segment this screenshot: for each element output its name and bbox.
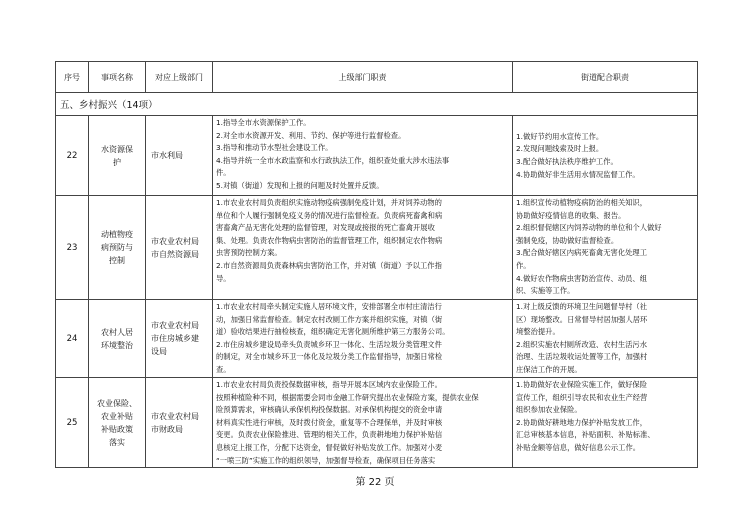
- row-item-name: 水资源保 护: [89, 116, 146, 196]
- header-street-duty: 街道配合职责: [513, 62, 698, 93]
- row-item-name: 农村人居 环境整治: [89, 300, 146, 378]
- table-row: [56, 300, 698, 378]
- table-row: [56, 196, 698, 300]
- row-num: 22: [56, 116, 89, 196]
- row-upper-duty: 1.指导全市水资源保护工作。 2.对全市水资源开发、利用、节约、保护等进行监督检查。 3.指导和推动节水型社会建设工作。 4.指导并统一全市水政监察和水行政执法工作，组织查处重大涉水违法事 件。 5.对镇（街道）发现和上报的问题及时处置并反馈。: [213, 116, 513, 196]
- section-row: [56, 93, 698, 116]
- row-upper-duty: 1.市农业农村局负责组织实施动物疫病强制免疫计划，并对饲养动物的 单位和个人履行强制免疫义务的情况进行监督检查。负责病死畜禽和病 害畜禽产品无害化处理的监督管理，对发现或接报的死亡畜禽开展收 集、处理。负责农作物病虫害防治的监督管理工作，组织制定农作物病 虫害预防控制方案。 2.市自然资源局负责森林病虫害防治工作，并对镇（街道）予以工作指 导。: [213, 196, 513, 300]
- table-row: [56, 378, 698, 468]
- row-item-name: 农业保险、 农业补贴 补贴政策 落实: [89, 378, 146, 468]
- row-dept: 市农业农村局 市自然资源局: [146, 196, 213, 300]
- row-num: 25: [56, 378, 89, 468]
- row-dept: 市水利局: [146, 116, 213, 196]
- header-upper-dept: 对应上级部门: [146, 62, 213, 93]
- row-num: 24: [56, 300, 89, 378]
- header-num: 序号: [56, 62, 89, 93]
- header-item-name: 事项名称: [89, 62, 146, 93]
- row-street-duty: 1.做好节约用水宣传工作。 2.发现问题线索及时上报。 3.配合做好执法秩序维护工作。 4.协助做好非生活用水情况监督工作。: [513, 116, 698, 196]
- section-title: 五、乡村振兴（14项）: [56, 93, 698, 116]
- row-street-duty: 1.组织宣传动植物疫病防治的相关知识， 协助做好疫情信息的收集、报告。 2.组织督促辖区内饲养动物的单位和个人做好 强制免疫，协助做好监督检查。 3.配合做好辖区内病死畜禽无害化处理工 作。 4.做好农作物病虫害防治宣传、动员、组 织、实施等工作。: [513, 196, 698, 300]
- row-upper-duty: 1.市农业农村局牵头制定实施人居环境文件，安排部署全市村庄清洁行 动，加强日常监督检查。制定农村改厕工作方案并组织实施，对镇（街 道）验收结果进行抽检核查，组织确定无害化厕所维护第三方服务公司。 2.市住房城乡建设局牵头负责城乡环卫一体化、生活垃圾分类管理文件 的制定，对全市城乡环卫一体化及垃圾分类工作监督指导，加强日常检 查。: [213, 300, 513, 378]
- header-upper-duty: 上级部门职责: [213, 62, 513, 93]
- row-street-duty: 1.协助做好农业保险实施工作，做好保险 宣传工作，组织引导农民和农业生产经营 组织参加农业保险。 2.协助做好耕地地力保护补贴发放工作， 汇总审核基本信息，补贴面积、补贴标准、 补贴金额等信息，做好信息公示工作。: [513, 378, 698, 468]
- row-street-duty: 1.对上级反馈的环境卫生问题督导村（社 区）现场整改。日常督导村居加强人居环 境整治提升。 2.组织实施农村厕所改造、农村生活污水 治理、生活垃圾收运处置等工作，加强村 庄保洁工作的开展。: [513, 300, 698, 378]
- row-item-name: 动植物疫 病预防与 控制: [89, 196, 146, 300]
- row-dept: 市农业农村局 市住房城乡建 设局: [146, 300, 213, 378]
- row-num: 23: [56, 196, 89, 300]
- page-number: 第 22 页: [355, 477, 395, 488]
- table-row: [56, 116, 698, 196]
- row-dept: 市农业农村局 市财政局: [146, 378, 213, 468]
- row-upper-duty: 1.市农业农村局负责投保数据审核，指导开展本区域内农业保险工作。 按照种植险种不同，根据需要会同市金融工作研究提出农业保险方案，提供农业保 险预算需求，审核确认承保机构投保数据。对承保机构提交的资金申请 材料真实性进行审核，及时拨付资金，重复等不合理保单，并及时审核 变更。负责农业保险推进、管理的相关工作，负责耕地地力保护补贴信 息核定上报工作，分配下达资金，督促做好补贴发放工作。加强对小麦 “一喷三防”实施工作的组织领导，加强督导检查，确保项目任务落实: [213, 378, 513, 468]
- duty-table: [55, 61, 698, 468]
- header-row: [56, 62, 698, 93]
